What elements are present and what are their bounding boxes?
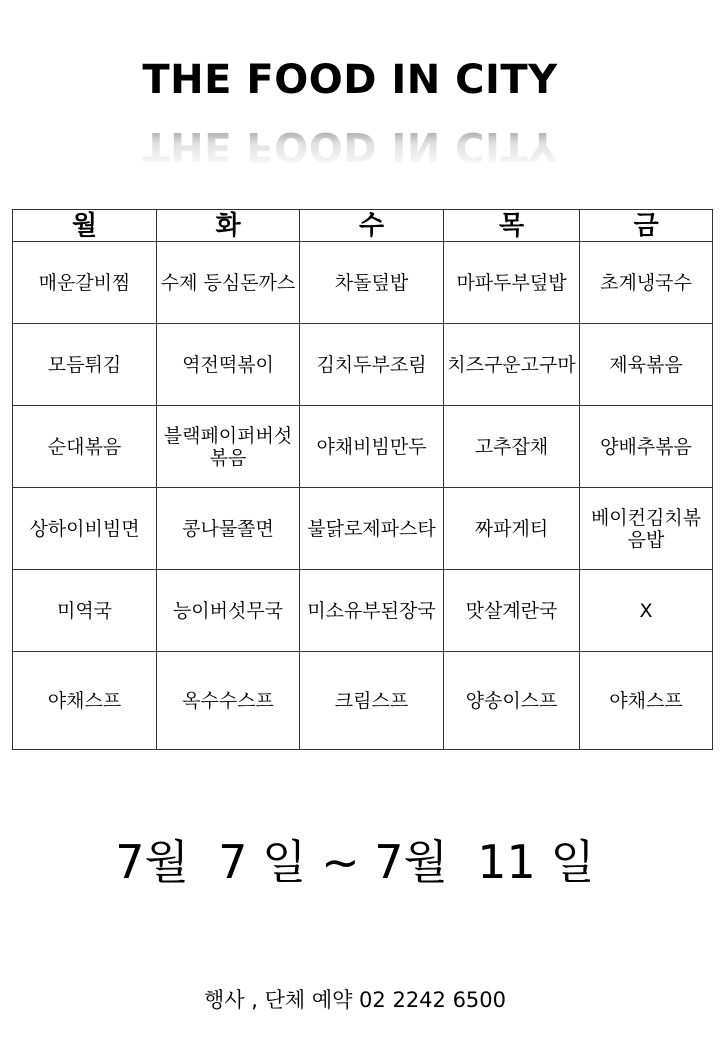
weekly-menu-table <box>12 209 713 750</box>
date-range: 7월 7 일 ~ 7월 11 일 <box>115 835 595 889</box>
menu-cell: 차돌덮밥 <box>300 242 444 324</box>
page-title: THE FOOD IN CITY <box>142 57 558 103</box>
menu-cell: 마파두부덮밥 <box>444 242 580 324</box>
menu-cell: 수제 등심돈까스 <box>157 242 300 324</box>
menu-row-5 <box>13 570 713 652</box>
menu-row-1 <box>13 242 713 324</box>
menu-cell: 미소유부된장국 <box>300 570 444 652</box>
menu-cell: 맛살계란국 <box>444 570 580 652</box>
reservation-contact: 행사 , 단체 예약 02 2242 6500 <box>203 988 507 1012</box>
day-header-tue: 화 <box>157 210 300 242</box>
menu-cell: 치즈구운고구마 <box>444 324 580 406</box>
day-header-mon: 월 <box>13 210 157 242</box>
menu-row-6 <box>13 652 713 750</box>
menu-cell: 김치두부조림 <box>300 324 444 406</box>
menu-cell: 모듬튀김 <box>13 324 157 406</box>
menu-row-3 <box>13 406 713 488</box>
day-header-wed: 수 <box>300 210 444 242</box>
menu-cell: 고추잡채 <box>444 406 580 488</box>
title-reflection: THE FOOD IN CITY <box>0 122 700 170</box>
menu-cell: 블랙페이퍼버섯볶음 <box>157 406 300 488</box>
menu-cell: 옥수수스프 <box>157 652 300 750</box>
menu-cell: 능이버섯무국 <box>157 570 300 652</box>
menu-cell: 불닭로제파스타 <box>300 488 444 570</box>
menu-cell: 야채비빔만두 <box>300 406 444 488</box>
menu-row-2 <box>13 324 713 406</box>
menu-cell: 짜파게티 <box>444 488 580 570</box>
menu-cell: 양송이스프 <box>444 652 580 750</box>
menu-cell: 순대볶음 <box>13 406 157 488</box>
menu-cell: 베이컨김치볶음밥 <box>580 488 713 570</box>
menu-cell: 야채스프 <box>13 652 157 750</box>
menu-row-4 <box>13 488 713 570</box>
menu-cell: 제육볶음 <box>580 324 713 406</box>
menu-cell: 미역국 <box>13 570 157 652</box>
day-header-fri: 금 <box>580 210 713 242</box>
day-header-row <box>13 210 713 242</box>
day-header-thu: 목 <box>444 210 580 242</box>
menu-cell: 초계냉국수 <box>580 242 713 324</box>
menu-cell: 양배추볶음 <box>580 406 713 488</box>
menu-cell: X <box>580 570 713 652</box>
menu-cell: 상하이비빔면 <box>13 488 157 570</box>
menu-cell: 크림스프 <box>300 652 444 750</box>
menu-cell: 역전떡볶이 <box>157 324 300 406</box>
menu-cell: 매운갈비찜 <box>13 242 157 324</box>
menu-cell: 야채스프 <box>580 652 713 750</box>
menu-cell: 콩나물쫄면 <box>157 488 300 570</box>
